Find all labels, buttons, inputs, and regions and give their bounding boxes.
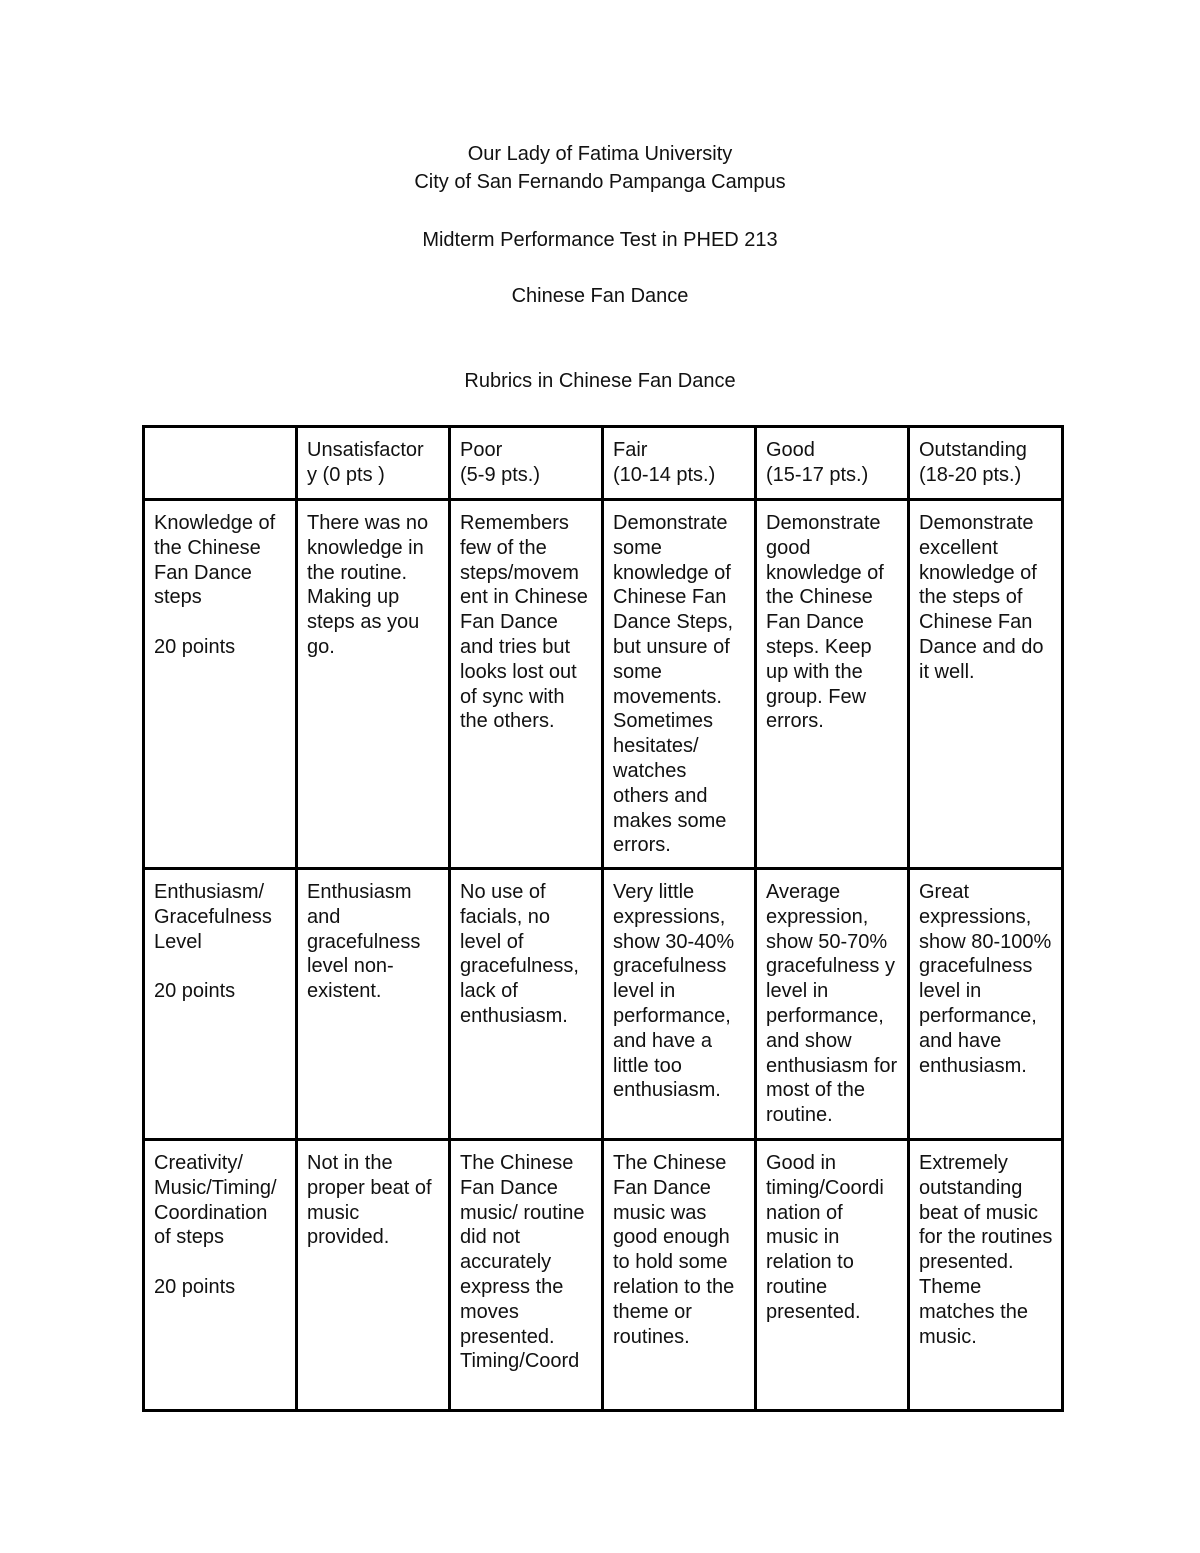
rubric-cell: The Chinese Fan Dance music was good enough to hold some relation to the theme or routines.	[603, 1140, 756, 1411]
table-header-row	[144, 427, 1063, 500]
rubric-cell: No use of facials, no level of gracefulness, lack of enthusiasm.	[450, 869, 603, 1140]
rubric-cell: Demonstrate some knowledge of Chinese Fan Dance Steps, but unsure of some movements. Sometimes hesitates/ watches others and makes some errors.	[603, 500, 756, 869]
rubric-cell: Good in timing/Coordi nation of music in relation to routine presented.	[756, 1140, 909, 1411]
header-cell-poor: Poor (5-9 pts.)	[450, 427, 603, 500]
rubric-cell: Average expression, show 50-70% gracefulness y level in performance, and show enthusiasm for most of the routine.	[756, 869, 909, 1140]
criterion-cell	[144, 500, 297, 869]
header-cell-empty	[144, 427, 297, 500]
rubric-title: Rubrics in Chinese Fan Dance	[464, 370, 736, 392]
criterion-cell	[144, 869, 297, 1140]
rubric-cell: There was no knowledge in the routine. Making up steps as you go.	[297, 500, 450, 869]
campus-name: City of San Fernando Pampanga Campus	[414, 171, 786, 193]
rubric-cell: Remembers few of the steps/movem ent in Chinese Fan Dance and tries but looks lost out of sync with the others.	[450, 500, 603, 869]
criterion-points: 20 points	[154, 635, 236, 658]
header-cell-good: Good (15-17 pts.)	[756, 427, 909, 500]
header-cell-outstanding: Outstanding (18-20 pts.)	[909, 427, 1063, 500]
rubric-cell: The Chinese Fan Dance music/ routine did not accurately express the moves presented. Timing/Coord	[450, 1140, 603, 1411]
dance-topic: Chinese Fan Dance	[511, 285, 689, 307]
rubric-cell: Extremely outstanding beat of music for the routines presented. Theme matches the music.	[909, 1140, 1063, 1411]
university-name: Our Lady of Fatima University	[467, 143, 733, 165]
criterion-cell	[144, 1140, 297, 1411]
criterion-label: Knowledge of the Chinese Fan Dance steps	[154, 512, 276, 609]
criterion-label: Creativity/ Music/Timing/ Coordination of steps	[154, 1152, 277, 1249]
rubric-cell: Enthusiasm and gracefulness level non-existent.	[297, 869, 450, 1140]
header-cell-fair: Fair (10-14 pts.)	[603, 427, 756, 500]
table-row	[144, 1140, 1063, 1411]
criterion-points: 20 points	[154, 1275, 236, 1298]
rubric-cell: Demonstrate good knowledge of the Chinese Fan Dance steps. Keep up with the group. Few errors.	[756, 500, 909, 869]
table-row	[144, 869, 1063, 1140]
rubric-cell: Great expressions, show 80-100% gracefulness level in performance, and have enthusiasm.	[909, 869, 1063, 1140]
criterion-points: 20 points	[154, 980, 236, 1003]
rubric-cell: Demonstrate excellent knowledge of the steps of Chinese Fan Dance and do it well.	[909, 500, 1063, 869]
criterion-label: Enthusiasm/ Gracefulness Level	[154, 881, 272, 953]
header-cell-unsatisfactory: Unsatisfactor y (0 pts )	[297, 427, 450, 500]
rubric-table	[142, 425, 1064, 1412]
table-row	[144, 500, 1063, 869]
rubric-cell: Not in the proper beat of music provided.	[297, 1140, 450, 1411]
test-title: Midterm Performance Test in PHED 213	[422, 229, 778, 251]
rubric-cell: Very little expressions, show 30-40% gracefulness level in performance, and have a little too enthusiasm.	[603, 869, 756, 1140]
